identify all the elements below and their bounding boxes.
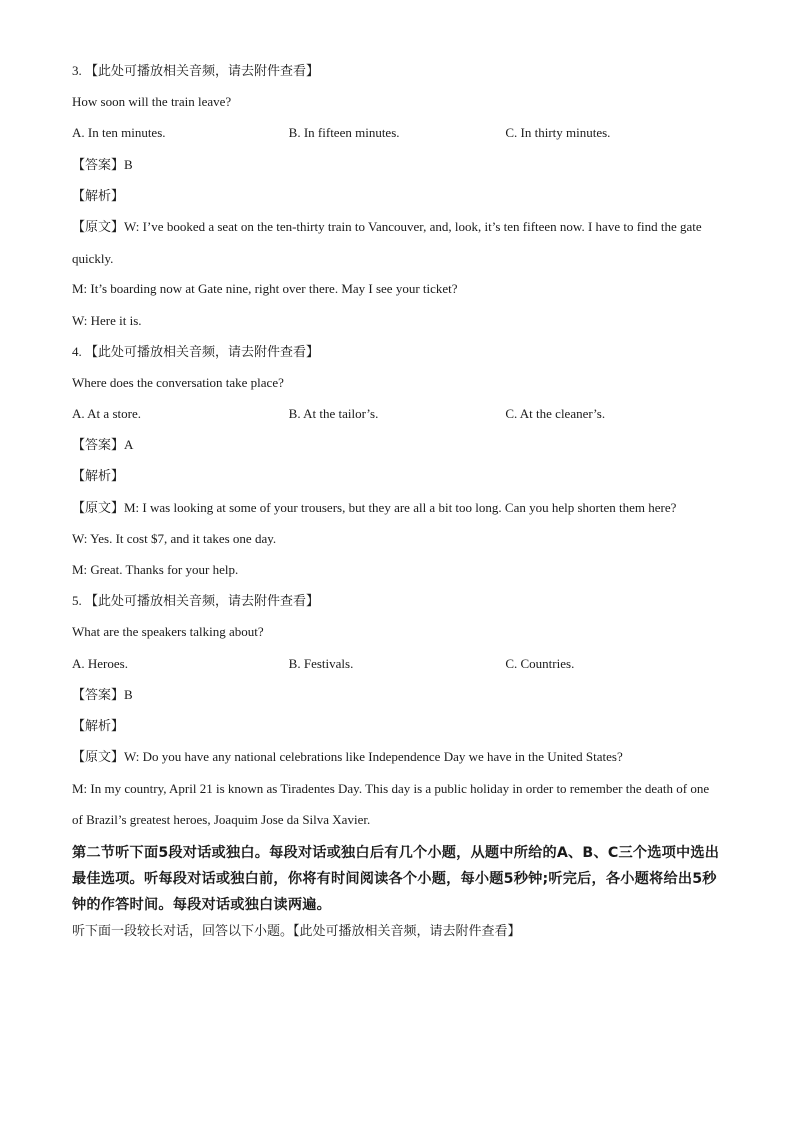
question-5-transcript-line-2: M: In my country, April 21 is known as Tiradentes Day. This day is a public holiday in order to remember the death of one of Brazil’s greatest heroes, Joaquim Jose da Silva Xavier. <box>72 780 710 827</box>
question-4-heading: 4. 【此处可播放相关音频，请去附件查看】 <box>72 343 320 359</box>
section-2-prompt: 听下面一段较长对话，回答以下小题。【此处可播放相关音频，请去附件查看】 <box>72 922 521 938</box>
question-3-transcript-line-3: W: Here it is. <box>72 312 142 328</box>
question-4-transcript-line-1: 【原文】M: I was looking at some of your trousers, but they are all a bit too long. Can you help shorten them here? <box>72 500 677 516</box>
question-5-heading: 5. 【此处可播放相关音频，请去附件查看】 <box>72 593 320 609</box>
question-4-option-a: A. At a store. <box>72 406 141 422</box>
question-5-option-a: A. Heroes. <box>72 655 128 671</box>
section-2-instructions: 第二节听下面5段对话或独白。每段对话或独白后有几个小题，从题中所给的A、B、C三个选项中选出最佳选项。听每段对话或独白前，你将有时间阅读各个小题，每小题5秒钟;听完后，各小题将给出5秒钟的作答时间。每段对话或独白读两遍。 <box>72 844 720 913</box>
question-3-text: How soon will the train leave? <box>72 94 232 110</box>
question-3-heading: 3. 【此处可播放相关音频，请去附件查看】 <box>72 63 320 78</box>
question-4-option-c: C. At the cleaner’s. <box>505 406 606 422</box>
question-5-option-b: B. Festivals. <box>288 655 354 671</box>
question-4-transcript-line-2: W: Yes. It cost $7, and it takes one day. <box>72 530 277 546</box>
question-5-transcript-line-1: 【原文】W: Do you have any national celebrations like Independence Day we have in the United States? <box>72 749 623 765</box>
question-3-option-a: A. In ten minutes. <box>72 125 166 141</box>
question-4-text: Where does the conversation take place? <box>72 374 284 390</box>
question-3-analysis-label: 【解析】 <box>72 187 125 203</box>
question-4-options <box>72 405 722 423</box>
question-3-option-c: C. In thirty minutes. <box>505 125 611 141</box>
question-3-options <box>72 124 722 142</box>
question-5-text: What are the speakers talking about? <box>72 624 264 640</box>
question-4-option-b: B. At the tailor’s. <box>288 406 379 422</box>
question-4-answer: 【答案】A <box>72 437 134 453</box>
question-3-transcript-line-1: 【原文】W: I’ve booked a seat on the ten-thirty train to Vancouver, and, look, it’s ten fifteen now. I have to find the gate quickly. <box>72 219 702 266</box>
question-5-answer: 【答案】B <box>72 686 133 702</box>
question-5-analysis-label: 【解析】 <box>72 717 125 733</box>
question-3-transcript-line-2: M: It’s boarding now at Gate nine, right over there. May I see your ticket? <box>72 281 458 297</box>
question-5-options <box>72 655 722 673</box>
document-page <box>72 62 722 953</box>
question-5-option-c: C. Countries. <box>505 655 575 671</box>
question-4-transcript-line-3: M: Great. Thanks for your help. <box>72 562 239 578</box>
question-3-option-b: B. In fifteen minutes. <box>288 125 400 141</box>
question-3-answer: 【答案】B <box>72 156 133 172</box>
question-4-analysis-label: 【解析】 <box>72 468 125 484</box>
